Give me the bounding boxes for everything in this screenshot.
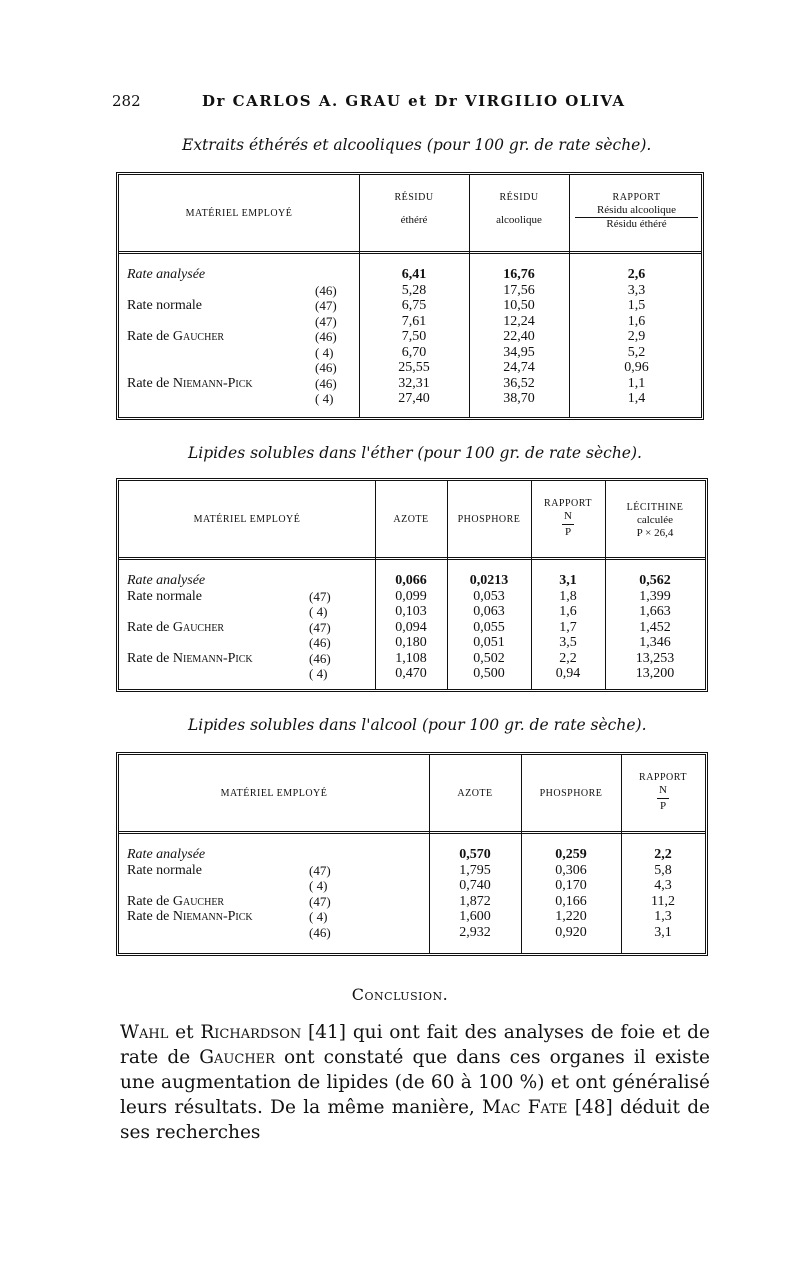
running-head: Dr CARLOS A. GRAU et Dr VIRGILIO OLIVA <box>202 92 626 110</box>
header-lecithine: LÉCITHINE calculée P × 26,4 <box>626 502 684 539</box>
table-row <box>119 345 701 361</box>
cell-value: 36,52 <box>503 375 535 391</box>
table-row <box>119 573 705 589</box>
row-reference: ( 4) <box>309 878 328 893</box>
cell-value: 1,108 <box>395 650 427 666</box>
header-azote: AZOTE <box>457 788 493 799</box>
text-segment: [41] qui ont fait des analyses de foie et de rate de <box>120 1022 710 1068</box>
text-segment: ont constaté que dans ces organes il existe une augmentation de lipides (de 60 à 100 %) et ont généralisé leurs résultats. De la même manière, <box>120 1047 710 1118</box>
header-material: MATÉRIEL EMPLOYÉ <box>220 788 328 799</box>
row-reference: ( 4) <box>309 909 328 924</box>
cell-value: 0,920 <box>555 924 587 940</box>
row-label: Rate normale <box>127 588 203 604</box>
cell-value: 0,502 <box>473 650 505 666</box>
header-residu-alcool: RÉSIDU alcoolique <box>496 192 542 226</box>
header-phosphore: PHOSPHORE <box>539 788 603 799</box>
author-name: Gaucher <box>199 1047 275 1068</box>
row-label: Rate de Gaucher <box>127 893 225 909</box>
table-row <box>119 314 701 330</box>
cell-value: 0,103 <box>395 604 427 619</box>
row-reference: (46) <box>315 282 337 298</box>
cell-value: 1,663 <box>639 604 671 619</box>
cell-value: 2,9 <box>627 329 646 344</box>
cell-value: 6,75 <box>401 298 427 313</box>
cell-value: 1,220 <box>555 909 587 924</box>
page-header <box>112 92 632 114</box>
cell-value: 0,166 <box>555 893 587 909</box>
cell-value: 1,7 <box>559 619 577 635</box>
cell-value: 1,5 <box>627 298 646 313</box>
cell-value: 1,8 <box>559 588 577 604</box>
table-row <box>119 651 705 667</box>
row-reference: (46) <box>315 360 337 375</box>
table-row <box>119 604 705 620</box>
cell-value: 0,180 <box>395 635 427 650</box>
cell-value: 16,76 <box>503 267 535 282</box>
cell-value: 2,932 <box>459 924 491 940</box>
cell-value: 2,2 <box>559 650 577 666</box>
cell-value: 0,055 <box>473 619 505 635</box>
cell-value: 12,24 <box>503 313 535 329</box>
table-row <box>119 298 701 314</box>
table-row <box>119 329 701 345</box>
author-name: Richardson <box>200 1022 302 1043</box>
cell-value: 5,8 <box>654 862 672 878</box>
header-rapport: RAPPORT N P <box>544 498 592 538</box>
row-label: Rate analysée <box>127 847 206 862</box>
page-number: 282 <box>112 92 141 110</box>
table-row <box>119 925 705 941</box>
table-row <box>119 391 701 407</box>
cell-value: 1,346 <box>639 635 671 650</box>
row-label: Rate de Niemann-Pick <box>127 375 253 391</box>
header-rapport: RAPPORT N P <box>639 772 687 812</box>
cell-value: 7,50 <box>401 329 427 344</box>
cell-value: 7,61 <box>401 313 427 329</box>
table-lipides-alcool <box>116 752 708 956</box>
row-reference: (47) <box>309 862 331 878</box>
cell-value: 0,94 <box>555 666 581 681</box>
cell-value: 1,6 <box>627 313 646 329</box>
cell-value: 27,40 <box>398 391 430 406</box>
cell-value: 1,872 <box>459 893 491 909</box>
text-segment: et <box>168 1022 201 1043</box>
cell-value: 25,55 <box>398 360 430 375</box>
cell-value: 0,740 <box>459 878 491 893</box>
cell-value: 1,600 <box>459 909 491 924</box>
row-reference: ( 4) <box>315 391 334 406</box>
table-extraits <box>116 172 704 420</box>
table-row <box>119 620 705 636</box>
row-label: Rate analysée <box>127 573 206 588</box>
cell-value: 2,6 <box>627 267 646 282</box>
row-label: Rate normale <box>127 862 203 878</box>
table-row <box>119 878 705 894</box>
cell-value: 10,50 <box>503 298 535 313</box>
table-row <box>119 589 705 605</box>
cell-value: 3,5 <box>559 635 577 650</box>
cell-value: 2,2 <box>654 847 672 862</box>
cell-value: 0,562 <box>639 573 671 588</box>
row-reference: (46) <box>309 650 331 666</box>
conclusion-paragraph <box>120 1020 710 1145</box>
cell-value: 5,28 <box>401 282 427 298</box>
row-reference: (47) <box>309 588 331 604</box>
cell-value: 0,470 <box>395 666 427 681</box>
table-row <box>119 267 701 283</box>
header-material: MATÉRIEL EMPLOYÉ <box>193 514 301 525</box>
cell-value: 13,200 <box>635 666 675 681</box>
row-reference: (47) <box>315 298 337 313</box>
row-reference: (46) <box>309 635 331 650</box>
cell-value: 3,1 <box>559 573 577 588</box>
table-row <box>119 847 705 863</box>
cell-value: 0,306 <box>555 862 587 878</box>
cell-value: 3,3 <box>627 282 646 298</box>
author-name: Mac Fate <box>482 1097 568 1118</box>
cell-value: 5,2 <box>627 344 646 360</box>
row-reference: (46) <box>315 329 337 344</box>
table3-caption: Lipides solubles dans l'alcool (pour 100 gr. de rate sèche). <box>188 716 647 734</box>
cell-value: 0,570 <box>459 847 491 862</box>
table2-caption: Lipides solubles dans l'éther (pour 100 gr. de rate sèche). <box>188 444 642 462</box>
cell-value: 0,259 <box>555 847 587 862</box>
author-name: Wahl <box>120 1022 169 1043</box>
cell-value: 6,70 <box>401 344 427 360</box>
row-reference: (47) <box>315 313 337 329</box>
header-residu-ether: RÉSIDU éthéré <box>394 192 434 226</box>
cell-value: 3,1 <box>654 924 672 940</box>
cell-value: 0,170 <box>555 878 587 893</box>
row-label: Rate de Niemann-Pick <box>127 909 253 924</box>
cell-value: 1,399 <box>639 588 671 604</box>
cell-value: 0,051 <box>473 635 505 650</box>
cell-value: 6,41 <box>401 267 427 282</box>
text-segment: [48] déduit de ses recherches <box>120 1097 710 1143</box>
cell-value: 24,74 <box>503 360 535 375</box>
cell-value: 38,70 <box>503 391 535 406</box>
cell-value: 22,40 <box>503 329 535 344</box>
table-row <box>119 635 705 651</box>
cell-value: 1,795 <box>459 862 491 878</box>
table-row <box>119 909 705 925</box>
cell-value: 0,96 <box>624 360 649 375</box>
cell-value: 1,452 <box>639 619 671 635</box>
cell-value: 1,4 <box>627 391 646 406</box>
header-material: MATÉRIEL EMPLOYÉ <box>185 208 293 219</box>
row-reference: ( 4) <box>309 666 328 681</box>
table-row <box>119 376 701 392</box>
row-reference: ( 4) <box>309 604 328 619</box>
cell-value: 0,066 <box>395 573 427 588</box>
cell-value: 1,6 <box>559 604 577 619</box>
conclusion-title: Conclusion. <box>351 985 449 1004</box>
row-reference: (47) <box>309 619 331 635</box>
table-row <box>119 666 705 682</box>
header-rapport: RAPPORT Résidu alcoolique Résidu éthéré <box>569 191 704 231</box>
cell-value: 0,500 <box>473 666 505 681</box>
cell-value: 1,3 <box>654 909 672 924</box>
row-reference: (46) <box>309 924 331 940</box>
cell-value: 1,1 <box>627 375 646 391</box>
row-label: Rate normale <box>127 298 203 313</box>
table-row <box>119 360 701 376</box>
row-reference: ( 4) <box>315 344 334 360</box>
header-phosphore: PHOSPHORE <box>457 514 521 525</box>
cell-value: 32,31 <box>398 375 430 391</box>
cell-value: 17,56 <box>503 282 535 298</box>
cell-value: 0,0213 <box>469 573 509 588</box>
row-label: Rate de Gaucher <box>127 619 225 635</box>
row-reference: (47) <box>309 893 331 909</box>
cell-value: 13,253 <box>635 650 675 666</box>
cell-value: 0,094 <box>395 619 427 635</box>
cell-value: 0,053 <box>473 588 505 604</box>
row-label: Rate analysée <box>127 267 206 282</box>
table-row <box>119 283 701 299</box>
cell-value: 34,95 <box>503 344 535 360</box>
row-label: Rate de Gaucher <box>127 329 225 344</box>
table1-caption: Extraits éthérés et alcooliques (pour 100 gr. de rate sèche). <box>182 136 652 154</box>
table-row <box>119 894 705 910</box>
cell-value: 11,2 <box>651 893 675 909</box>
cell-value: 0,099 <box>395 588 427 604</box>
row-reference: (46) <box>315 375 337 391</box>
cell-value: 0,063 <box>473 604 505 619</box>
row-label: Rate de Niemann-Pick <box>127 650 253 666</box>
header-azote: AZOTE <box>393 514 429 525</box>
table-row <box>119 863 705 879</box>
cell-value: 4,3 <box>654 878 672 893</box>
table-lipides-ether <box>116 478 708 692</box>
